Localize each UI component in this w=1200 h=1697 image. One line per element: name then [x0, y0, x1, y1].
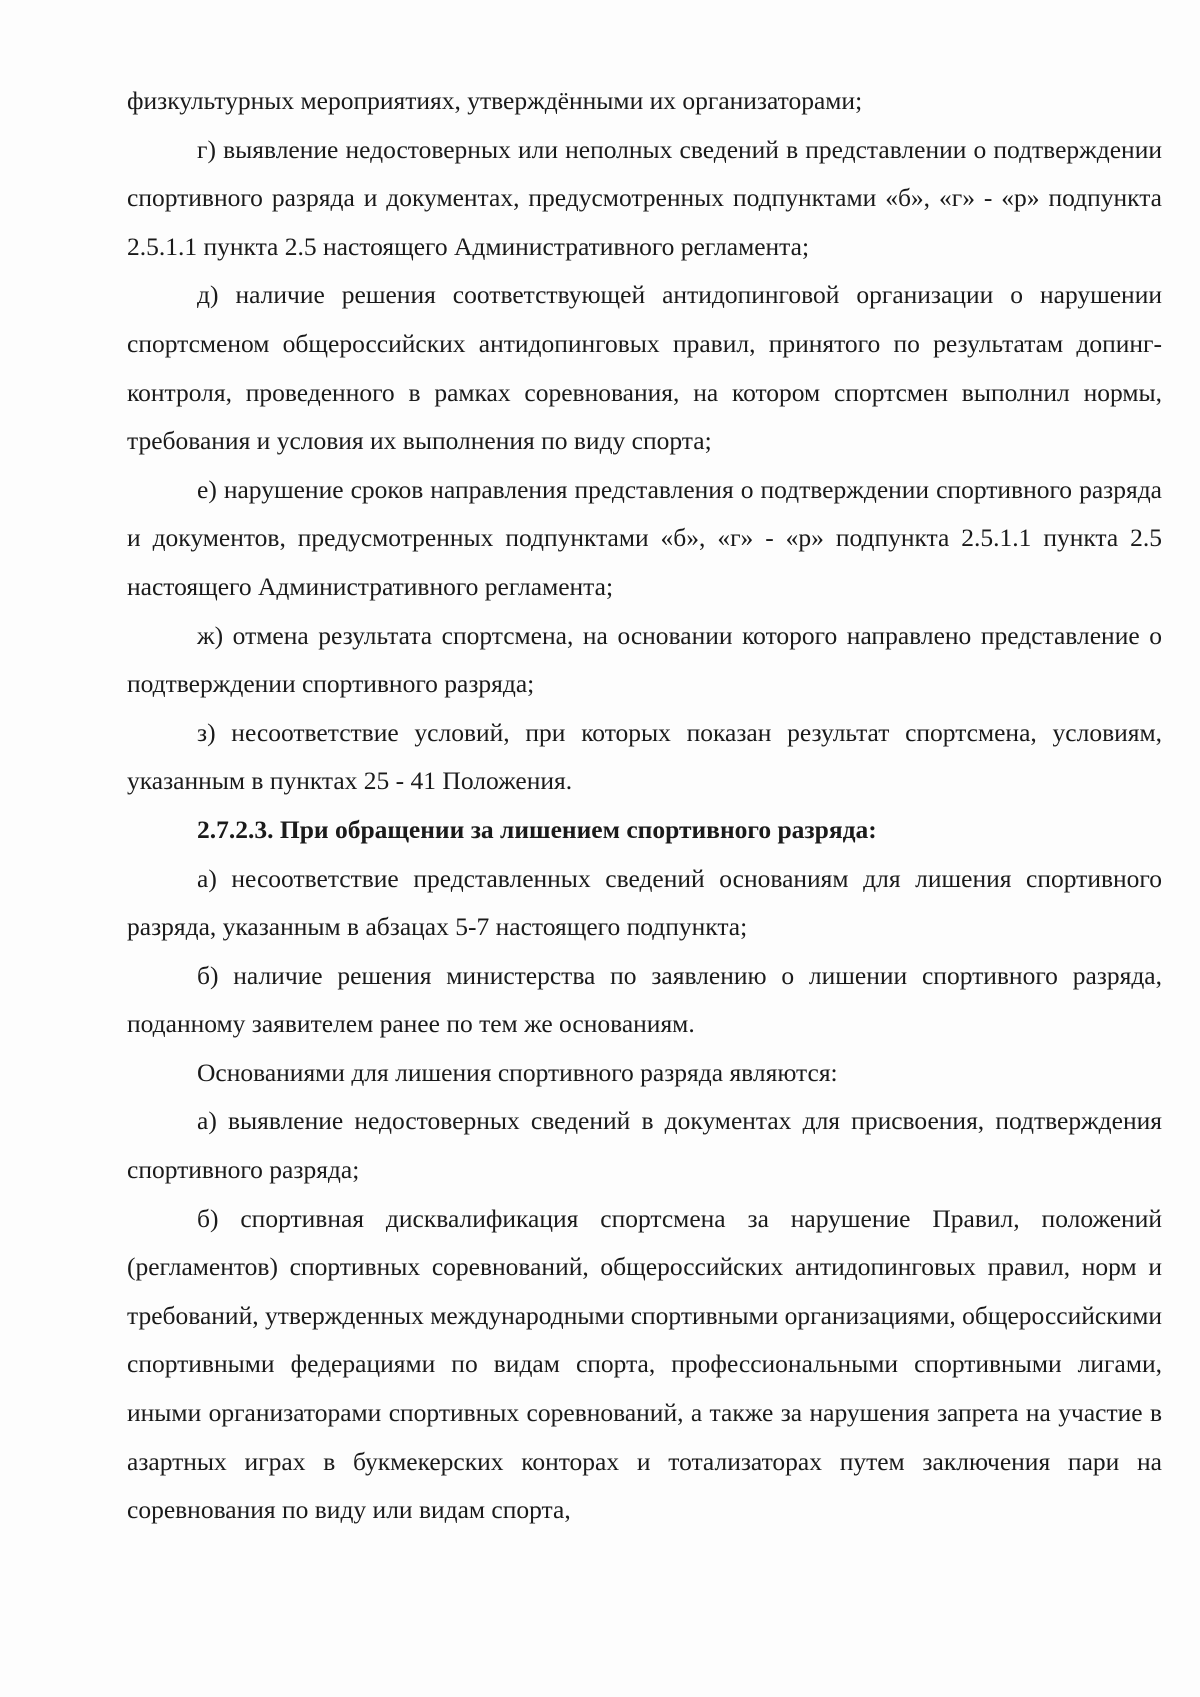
paragraph-item-b: б) наличие решения министерства по заявлению о лишении спортивного разряда, поданному заявителем ранее по тем же основаниям. [127, 960, 1162, 1039]
paragraph-item-z: з) несоответствие условий, при которых показан результат спортсмена, условиям, указанным в пунктах 25 - 41 Положения. [127, 717, 1162, 796]
paragraph-item-g: г) выявление недостоверных или неполных сведений в представлении о подтверждении спортивного разряда и документах, предусмотренных подпунктами «б», «г» - «р» подпункта 2.5.1.1 пункта 2.5 настоящего Административного регламента; [127, 134, 1162, 261]
section-heading: 2.7.2.3. При обращении за лишением спортивного разряда: [197, 814, 877, 844]
paragraph-item-d: д) наличие решения соответствующей антидопинговой организации о нарушении спортсменом общероссийских антидопинговых правил, принятого по результатам допинг-контроля, проведенного в рамках соревнования, на котором спортсмен выполнил нормы, требования и условия их выполнения по виду спорта; [127, 280, 1162, 456]
paragraph-ground-a: а) выявление недостоверных сведений в документах для присвоения, подтверждения спортивного разряда; [127, 1106, 1162, 1185]
paragraph-grounds-intro: Основаниями для лишения спортивного разряда являются: [197, 1057, 838, 1087]
paragraph-ground-b: б) спортивная дисквалификация спортсмена за нарушение Правил, положений (регламентов) спортивных соревнований, общероссийских антидопинговых правил, норм и требований, утвержденных международными спортивными организациями, общероссийскими спортивными федерациями по видам спорта, профессиональными спортивными лигами, иными организаторами спортивных соревнований, а также за нарушения запрета на участие в азартных играх в букмекерских конторах и тотализаторах путем заключения пари на соревнования по виду или видам спорта, [127, 1203, 1163, 1525]
paragraph-continuation: физкультурных мероприятиях, утверждёнными их организаторами; [127, 86, 863, 115]
paragraph-item-a: а) несоответствие представленных сведений основаниям для лишения спортивного разряда, указанным в абзацах 5-7 настоящего подпункта; [127, 863, 1162, 942]
paragraph-item-zh: ж) отмена результата спортсмена, на основании которого направлено представление о подтверждении спортивного разряда; [127, 620, 1162, 699]
document-body [127, 77, 1162, 1535]
paragraph-item-e: е) нарушение сроков направления представления о подтверждении спортивного разряда и документов, предусмотренных подпунктами «б», «г» - «р» подпункта 2.5.1.1 пункта 2.5 настоящего Административного регламента; [127, 474, 1162, 601]
